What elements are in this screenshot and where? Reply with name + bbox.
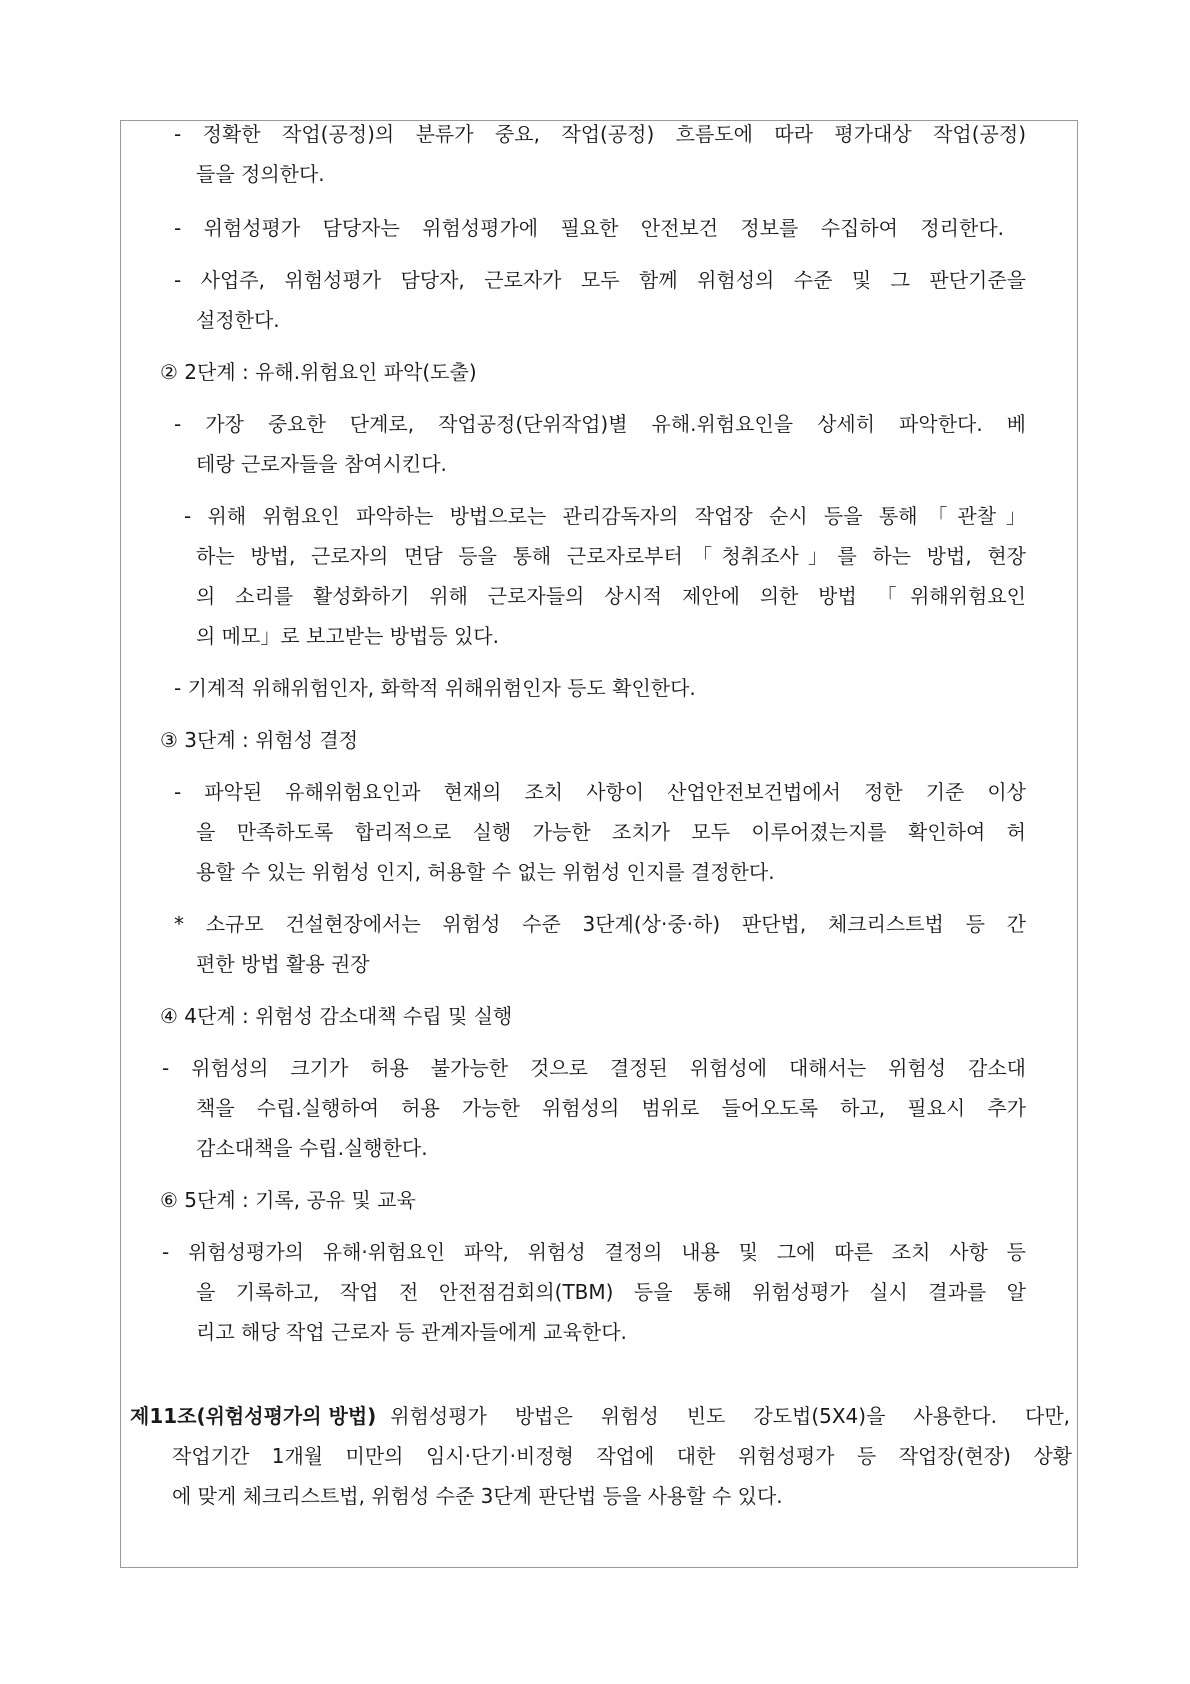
step5-item1-line1: - 위험성평가의 유해·위험요인 파악, 위험성 결정의 내용 및 그에 따른 조치 사항 등 [162,1240,1026,1264]
article11-line1 [130,1404,1070,1428]
step3-note-line1: * 소규모 건설현장에서는 위험성 수준 3단계(상·중·하) 판단법, 체크리스트법 등 간 [174,912,1026,936]
step3-heading: ③ 3단계 : 위험성 결정 [160,728,359,752]
article11-title: 제11조(위험성평가의 방법) [130,1404,377,1428]
step2-item2-line3: 의 소리를 활성화하기 위해 근로자들의 상시적 제안에 의한 방법 「위해위험요인 [196,584,1026,608]
article11-line2: 작업기간 1개월 미만의 임시·단기·비정형 작업에 대한 위험성평가 등 작업장(현장) 상황 [172,1444,1072,1468]
step2-item3: - 기계적 위해위험인자, 화학적 위해위험인자 등도 확인한다. [174,676,696,700]
step4-heading: ④ 4단계 : 위험성 감소대책 수립 및 실행 [160,1004,513,1028]
step3-item1-line2: 을 만족하도록 합리적으로 실행 가능한 조치가 모두 이루어졌는지를 확인하여 허 [196,820,1026,844]
step1-item1-line1: - 정확한 작업(공정)의 분류가 중요, 작업(공정) 흐름도에 따라 평가대상 작업(공정) [174,122,1026,146]
step1-item1-line2: 들을 정의한다. [196,162,325,186]
step4-item1-line1: - 위험성의 크기가 허용 불가능한 것으로 결정된 위험성에 대해서는 위험성 감소대 [162,1056,1026,1080]
step2-item1-line2: 테랑 근로자들을 참여시킨다. [196,452,447,476]
step3-note-line2: 편한 방법 활용 권장 [196,952,370,976]
article11-line1-text: 위험성평가 방법은 위험성 빈도 강도법(5X4)을 사용한다. 다만, [390,1404,1070,1428]
step4-item1-line3: 감소대책을 수립.실행한다. [196,1136,428,1160]
step2-item2-line1: - 위해 위험요인 파악하는 방법으로는 관리감독자의 작업장 순시 등을 통해「관찰」 [184,504,1026,528]
step1-item3-line1: - 사업주, 위험성평가 담당자, 근로자가 모두 함께 위험성의 수준 및 그 판단기준을 [174,268,1026,292]
step3-item1-line3: 용할 수 있는 위험성 인지, 허용할 수 없는 위험성 인지를 결정한다. [196,860,775,884]
step5-item1-line2: 을 기록하고, 작업 전 안전점검회의(TBM) 등을 통해 위험성평가 실시 결과를 알 [196,1280,1026,1304]
step4-item1-line2: 책을 수립.실행하여 허용 가능한 위험성의 범위로 들어오도록 하고, 필요시 추가 [196,1096,1026,1120]
step2-item2-line4: 의 메모」로 보고받는 방법등 있다. [196,624,499,648]
step2-item2-line2: 하는 방법, 근로자의 면담 등을 통해 근로자로부터「청취조사」를 하는 방법, 현장 [196,544,1026,568]
step5-item1-line3: 리고 해당 작업 근로자 등 관계자들에게 교육한다. [196,1320,627,1344]
step1-item2: - 위험성평가 담당자는 위험성평가에 필요한 안전보건 정보를 수집하여 정리한다. [174,216,1004,240]
step5-heading: ⑥ 5단계 : 기록, 공유 및 교육 [160,1188,416,1212]
step2-item1-line1: - 가장 중요한 단계로, 작업공정(단위작업)별 유해.위험요인을 상세히 파악한다. 베 [174,412,1026,436]
step1-item3-line2: 설정한다. [196,308,280,332]
article11-line3: 에 맞게 체크리스트법, 위험성 수준 3단계 판단법 등을 사용할 수 있다. [172,1484,783,1508]
step3-item1-line1: - 파악된 유해위험요인과 현재의 조치 사항이 산업안전보건법에서 정한 기준 이상 [174,780,1026,804]
document-frame [120,120,1078,1568]
step2-heading: ② 2단계 : 유해.위험요인 파악(도출) [160,360,477,384]
